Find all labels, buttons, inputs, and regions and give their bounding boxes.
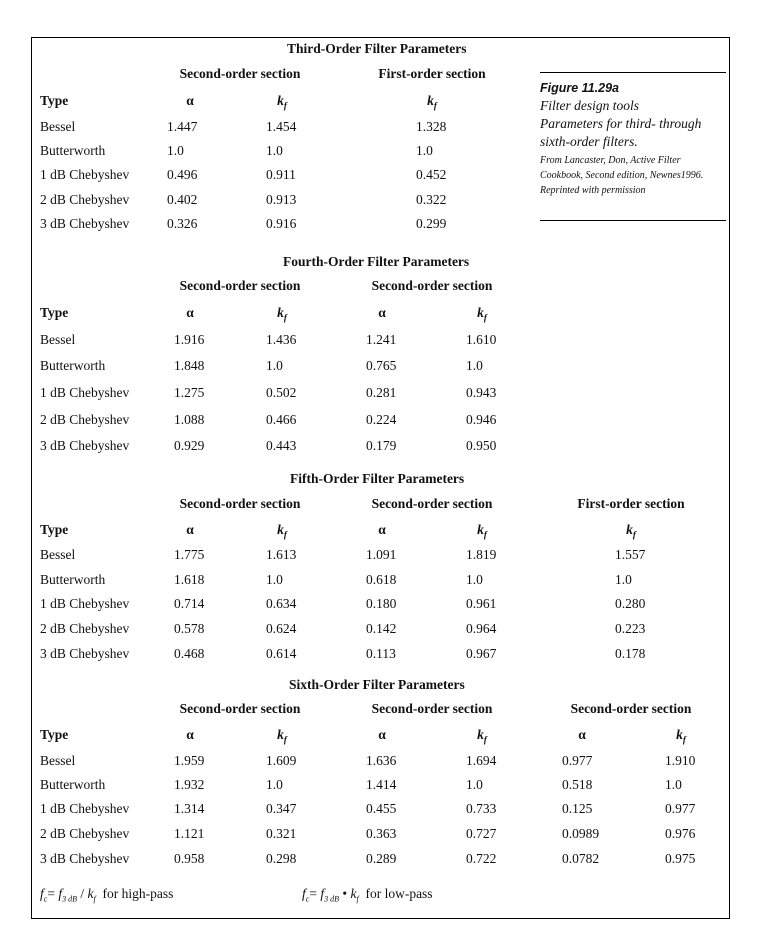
fourth-kf-header-1: $k_f$ — [277, 305, 287, 323]
fifth-type-header: Type — [40, 522, 69, 537]
third-cell: 1.447 — [167, 119, 198, 134]
sixth-cell: 0.363 — [366, 826, 397, 841]
fifth-row-type: 1 dB Chebyshev — [40, 596, 130, 611]
fourth-cell: 0.943 — [466, 385, 497, 400]
fourth-cell: 0.466 — [266, 412, 297, 427]
third-row-type: Butterworth — [40, 143, 106, 158]
fourth-cell: 1.088 — [174, 412, 205, 427]
fifth-cell: 1.618 — [174, 572, 205, 587]
sixth-cell: 1.609 — [266, 753, 297, 768]
fourth-second-order-header-1: Second-order section — [179, 278, 301, 293]
fifth-kf-header-1: $k_f$ — [277, 522, 287, 540]
third-cell: 0.911 — [266, 167, 296, 182]
third-row-type: Bessel — [40, 119, 76, 134]
sixth-cell: 1.0 — [665, 777, 682, 792]
sixth-row-type: 1 dB Chebyshev — [40, 801, 130, 816]
fourth-cell: 1.241 — [366, 332, 397, 347]
sixth-row-type: Bessel — [40, 753, 76, 768]
fifth-row-type: Butterworth — [40, 572, 106, 587]
fourth-cell: 0.281 — [366, 385, 397, 400]
fifth-cell: 0.634 — [266, 596, 297, 611]
sixth-cell: 0.958 — [174, 851, 205, 866]
sixth-cell: 1.694 — [466, 753, 497, 768]
fifth-row-type: Bessel — [40, 547, 76, 562]
fifth-cell: 0.178 — [615, 646, 646, 661]
third-row-type: 1 dB Chebyshev — [40, 167, 130, 182]
fourth-row-type: Butterworth — [40, 358, 106, 373]
third-row-type: 3 dB Chebyshev — [40, 216, 130, 231]
fifth-order-title: Fifth-Order Filter Parameters — [290, 471, 465, 486]
third-alpha-header: α — [186, 93, 194, 108]
fifth-cell: 1.613 — [266, 547, 297, 562]
caption-line-3: sixth-order filters. — [540, 134, 638, 149]
sixth-cell: 0.518 — [562, 777, 593, 792]
sixth-cell: 0.975 — [665, 851, 696, 866]
fourth-cell: 0.950 — [466, 438, 497, 453]
fourth-cell: 0.502 — [266, 385, 297, 400]
third-row-type: 2 dB Chebyshev — [40, 192, 130, 207]
fourth-cell: 1.916 — [174, 332, 205, 347]
third-first-order-header: First-order section — [378, 66, 486, 81]
sixth-cell: 0.298 — [266, 851, 297, 866]
fifth-cell: 0.180 — [366, 596, 397, 611]
sixth-kf-header-1: $k_f$ — [277, 727, 287, 745]
fourth-cell: 0.179 — [366, 438, 397, 453]
fifth-cell: 0.618 — [366, 572, 397, 587]
third-cell: 0.402 — [167, 192, 198, 207]
third-cell: 0.452 — [416, 167, 447, 182]
sixth-cell: 1.636 — [366, 753, 397, 768]
fourth-cell: 0.929 — [174, 438, 205, 453]
fifth-cell: 1.819 — [466, 547, 497, 562]
fourth-row-type: 2 dB Chebyshev — [40, 412, 130, 427]
third-type-header: Type — [40, 93, 69, 108]
fourth-cell: 1.610 — [466, 332, 497, 347]
sixth-cell: 0.321 — [266, 826, 297, 841]
lowpass-formula: $f_c= f_{3 dB}$ • $k_f$ for low-pass — [302, 886, 433, 904]
sixth-cell: 1.0 — [266, 777, 283, 792]
sixth-row-type: 3 dB Chebyshev — [40, 851, 130, 866]
sixth-cell: 0.727 — [466, 826, 497, 841]
fifth-row-type: 2 dB Chebyshev — [40, 621, 130, 636]
sixth-kf-header-2: $k_f$ — [477, 727, 487, 745]
fifth-cell: 1.091 — [366, 547, 397, 562]
sixth-cell: 0.976 — [665, 826, 696, 841]
fourth-row-type: 3 dB Chebyshev — [40, 438, 130, 453]
third-kf-header-2: $k_f$ — [427, 93, 437, 111]
fifth-kf-header-3: $k_f$ — [626, 522, 636, 540]
sixth-kf-header-3: $k_f$ — [676, 727, 686, 745]
third-cell: 1.0 — [416, 143, 433, 158]
third-cell: 0.916 — [266, 216, 297, 231]
fifth-alpha-header-1: α — [186, 522, 194, 537]
fourth-cell: 1.0 — [466, 358, 483, 373]
sixth-alpha-header-3: α — [578, 727, 586, 742]
fourth-cell: 0.443 — [266, 438, 297, 453]
fourth-cell: 1.436 — [266, 332, 297, 347]
fourth-cell: 1.848 — [174, 358, 205, 373]
caption-source: From Lancaster, Don, Active Filter Cookbook, Second edition, Newnes1996. Reprinted with permission — [540, 155, 704, 196]
fourth-row-type: Bessel — [40, 332, 76, 347]
fourth-type-header: Type — [40, 305, 69, 320]
fourth-cell: 0.224 — [366, 412, 397, 427]
fifth-cell: 0.578 — [174, 621, 205, 636]
figure-caption — [540, 72, 726, 221]
third-cell: 0.913 — [266, 192, 297, 207]
sixth-cell: 0.289 — [366, 851, 397, 866]
fifth-cell: 0.468 — [174, 646, 205, 661]
sixth-cell: 0.347 — [266, 801, 297, 816]
third-cell: 1.0 — [266, 143, 283, 158]
sixth-cell: 0.455 — [366, 801, 397, 816]
fourth-second-order-header-2: Second-order section — [371, 278, 493, 293]
sixth-cell: 0.0989 — [562, 826, 600, 841]
sixth-second-order-header-2: Second-order section — [371, 701, 493, 716]
fourth-kf-header-2: $k_f$ — [477, 305, 487, 323]
third-second-order-header: Second-order section — [179, 66, 301, 81]
fifth-cell: 0.967 — [466, 646, 497, 661]
fourth-cell: 1.275 — [174, 385, 205, 400]
sixth-cell: 1.414 — [366, 777, 397, 792]
third-cell: 0.326 — [167, 216, 198, 231]
sixth-cell: 1.314 — [174, 801, 205, 816]
sixth-cell: 1.121 — [174, 826, 205, 841]
third-cell: 1.328 — [416, 119, 447, 134]
fourth-alpha-header-2: α — [378, 305, 386, 320]
fifth-cell: 1.0 — [615, 572, 632, 587]
sixth-row-type: 2 dB Chebyshev — [40, 826, 130, 841]
sixth-cell: 0.733 — [466, 801, 497, 816]
fifth-cell: 1.0 — [266, 572, 283, 587]
fifth-cell: 1.557 — [615, 547, 646, 562]
fifth-cell: 0.714 — [174, 596, 205, 611]
fourth-order-title: Fourth-Order Filter Parameters — [283, 254, 470, 269]
fifth-cell: 0.142 — [366, 621, 397, 636]
highpass-formula: $f_c= f_{3 dB} / k_f$ for high-pass — [40, 886, 174, 904]
sixth-cell: 0.977 — [665, 801, 696, 816]
fifth-cell: 0.223 — [615, 621, 646, 636]
sixth-second-order-header-3: Second-order section — [570, 701, 692, 716]
fourth-alpha-header-1: α — [186, 305, 194, 320]
third-cell: 0.322 — [416, 192, 447, 207]
fourth-cell: 0.765 — [366, 358, 397, 373]
sixth-cell: 0.0782 — [562, 851, 600, 866]
fifth-first-order-header: First-order section — [577, 496, 685, 511]
fourth-cell: 0.946 — [466, 412, 497, 427]
fifth-second-order-header-1: Second-order section — [179, 496, 301, 511]
sixth-cell: 1.932 — [174, 777, 205, 792]
sixth-cell: 1.959 — [174, 753, 205, 768]
fifth-cell: 0.614 — [266, 646, 297, 661]
fourth-cell: 1.0 — [266, 358, 283, 373]
sixth-alpha-header-1: α — [186, 727, 194, 742]
fifth-cell: 0.624 — [266, 621, 297, 636]
third-order-title: Third-Order Filter Parameters — [287, 41, 467, 56]
sixth-alpha-header-2: α — [378, 727, 386, 742]
sixth-cell: 0.977 — [562, 753, 593, 768]
fifth-cell: 0.961 — [466, 596, 497, 611]
fifth-cell: 0.280 — [615, 596, 646, 611]
caption-line-2: Parameters for third- through — [540, 116, 702, 131]
sixth-order-title: Sixth-Order Filter Parameters — [289, 677, 465, 692]
sixth-row-type: Butterworth — [40, 777, 106, 792]
fifth-kf-header-2: $k_f$ — [477, 522, 487, 540]
third-cell: 1.0 — [167, 143, 184, 158]
sixth-cell: 0.125 — [562, 801, 593, 816]
third-cell: 0.299 — [416, 216, 447, 231]
sixth-cell: 1.0 — [466, 777, 483, 792]
fifth-cell: 1.0 — [466, 572, 483, 587]
caption-line-1: Filter design tools — [540, 98, 639, 113]
fifth-row-type: 3 dB Chebyshev — [40, 646, 130, 661]
sixth-second-order-header-1: Second-order section — [179, 701, 301, 716]
sixth-cell: 1.910 — [665, 753, 696, 768]
fourth-row-type: 1 dB Chebyshev — [40, 385, 130, 400]
third-cell: 1.454 — [266, 119, 297, 134]
third-cell: 0.496 — [167, 167, 198, 182]
fifth-cell: 0.964 — [466, 621, 497, 636]
fifth-second-order-header-2: Second-order section — [371, 496, 493, 511]
sixth-cell: 0.722 — [466, 851, 497, 866]
figure-number: Figure 11.29a — [540, 81, 619, 95]
sixth-type-header: Type — [40, 727, 69, 742]
third-kf-header-1: $k_f$ — [277, 93, 287, 111]
fifth-cell: 1.775 — [174, 547, 205, 562]
fifth-cell: 0.113 — [366, 646, 396, 661]
fifth-alpha-header-2: α — [378, 522, 386, 537]
